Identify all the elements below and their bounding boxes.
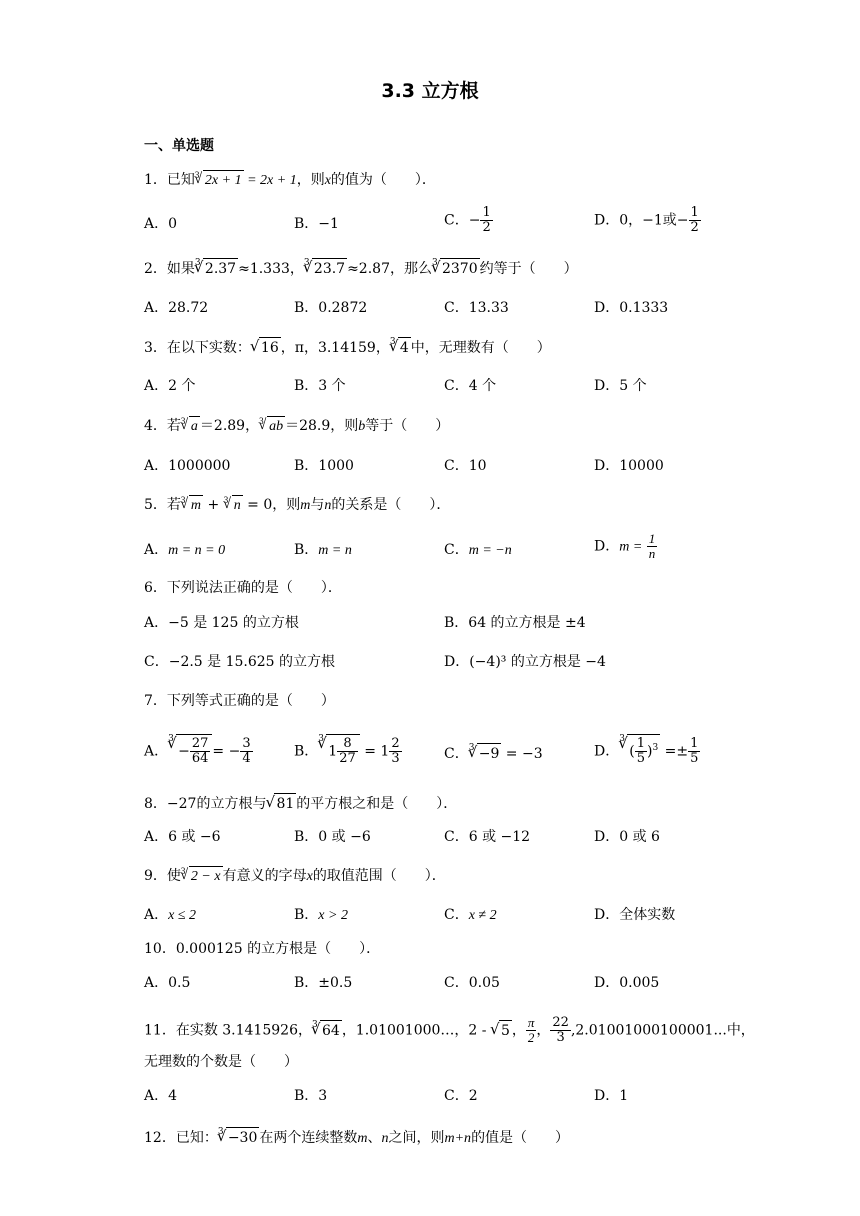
q10-option-b[interactable]: B．±0.5 xyxy=(294,975,353,991)
q10-option-a[interactable]: A．0.5 xyxy=(144,975,191,991)
question-7: 7．下列等式正确的是（ ） xyxy=(144,693,335,709)
q5-option-b[interactable]: B．m = n xyxy=(294,542,352,558)
q2-option-a[interactable]: A．28.72 xyxy=(144,300,209,316)
question-4: 4．若 √ 3 a ＝2.89， √ 3 ab ＝28.9，则b等于（ ） xyxy=(144,416,449,437)
q9-option-b[interactable]: B．x > 2 xyxy=(294,907,348,923)
q6-option-c[interactable]: C．−2.5 是 15.625 的立方根 xyxy=(144,654,336,670)
q7-option-c[interactable]: C． √ 3 −9 = −3 xyxy=(444,743,543,764)
q1-option-b[interactable]: B．−1 xyxy=(294,216,339,232)
q9-option-c[interactable]: C．x ≠ 2 xyxy=(444,907,497,923)
q11-option-b[interactable]: B．3 xyxy=(294,1088,328,1104)
q8-option-c[interactable]: C．6 或 −12 xyxy=(444,829,531,845)
q7-option-d[interactable]: D． √ 3 ( $\frac{1}{5}$ )$^3$ =± $\frac{1}{5}$ xyxy=(594,734,700,766)
q5-option-c[interactable]: C．m = −n xyxy=(444,542,512,558)
cube-root: √ 3 2x + 1 xyxy=(203,170,244,191)
question-9: 9．使 √ 3 2 − x 有意义的字母x的取值范围（ ）． xyxy=(144,866,446,887)
q1-option-c[interactable]: C．− $\frac{1}{2}$ xyxy=(444,205,491,235)
q11-option-d[interactable]: D．1 xyxy=(594,1088,629,1104)
question-1: 1．已知 √ 3 2x + 1 = 2x + 1，则x的值为（ ）． xyxy=(144,170,436,191)
question-3: 3．在以下实数：√ 16 ，π，3.14159， √ 3 4 中，无理数有（ ） xyxy=(144,337,551,358)
q1-option-d[interactable]: D．0，−1或− $\frac{1}{2}$ xyxy=(594,205,699,235)
q6-option-b[interactable]: B．64 的立方根是 ±4 xyxy=(444,615,586,631)
q8-option-a[interactable]: A．6 或 −6 xyxy=(144,829,221,845)
q4-option-c[interactable]: C．10 xyxy=(444,458,487,474)
q4-option-d[interactable]: D．10000 xyxy=(594,458,664,474)
q11-option-a[interactable]: A．4 xyxy=(144,1088,178,1104)
q10-option-c[interactable]: C．0.05 xyxy=(444,975,500,991)
q8-option-b[interactable]: B．0 或 −6 xyxy=(294,829,371,845)
q2-option-d[interactable]: D．0.1333 xyxy=(594,300,669,316)
q6-option-a[interactable]: A．−5 是 125 的立方根 xyxy=(144,615,299,631)
q5-option-a[interactable]: A．m = n = 0 xyxy=(144,542,226,558)
q2-option-c[interactable]: C．13.33 xyxy=(444,300,509,316)
q3-option-b[interactable]: B．3 个 xyxy=(294,378,346,394)
question-11: 11．在实数 3.1415926， √ 3 64 ，1.01001000…，2 - √ 5 ， $\frac{\pi}{2}$ ， $\frac{22}{3}$ ,2.01001000100001...中， xyxy=(144,1016,755,1045)
q1-option-a[interactable]: A．0 xyxy=(144,216,178,232)
q9-option-d[interactable]: D．全体实数 xyxy=(594,907,676,923)
question-12: 12．已知： √ 3 −30 在两个连续整数m、n之间，则m+n的值是（ ） xyxy=(144,1127,569,1149)
page-title: 3.3 立方根 xyxy=(381,80,479,102)
q7-option-a[interactable]: A． √ 3 − $\frac{27}{64}$ = − $\frac{3}{4}$ xyxy=(144,734,253,766)
question-8: 8．−27的立方根与√ 81 的平方根之和是（ ）． xyxy=(144,793,457,814)
q7-option-b[interactable]: B． √ 3 1 $\frac{8}{27}$ = 1 $\frac{2}{3}$ xyxy=(294,734,402,766)
q11-option-c[interactable]: C．2 xyxy=(444,1088,478,1104)
q3-option-d[interactable]: D．5 个 xyxy=(594,378,647,394)
q4-option-a[interactable]: A．1000000 xyxy=(144,458,231,474)
question-5: 5．若 √ 3 m + √ 3 n = 0，则m与n的关系是（ ）． xyxy=(144,495,450,516)
q3-option-c[interactable]: C．4 个 xyxy=(444,378,497,394)
q4-option-b[interactable]: B．1000 xyxy=(294,458,354,474)
q9-option-a[interactable]: A．x ≤ 2 xyxy=(144,907,197,923)
q10-option-d[interactable]: D．0.005 xyxy=(594,975,660,991)
q6-option-d[interactable]: D．(−4)³ 的立方根是 −4 xyxy=(444,654,606,670)
section-heading: 一、单选题 xyxy=(144,138,214,154)
question-11-line2: 无理数的个数是（ ） xyxy=(144,1054,298,1070)
q2-option-b[interactable]: B．0.2872 xyxy=(294,300,368,316)
q3-option-a[interactable]: A．2 个 xyxy=(144,378,196,394)
question-10: 10．0.000125 的立方根是（ ）． xyxy=(144,941,381,957)
question-6: 6．下列说法正确的是（ ）． xyxy=(144,580,342,596)
question-2: 2．如果 √ 3 2.37 ≈1.333， √ 3 23.7 ≈2.87，那么 √ 3 2370 约等于（ ） xyxy=(144,258,578,279)
q8-option-d[interactable]: D．0 或 6 xyxy=(594,829,660,845)
q5-option-d[interactable]: D．m = $\frac{1}{n}$ xyxy=(594,531,656,561)
